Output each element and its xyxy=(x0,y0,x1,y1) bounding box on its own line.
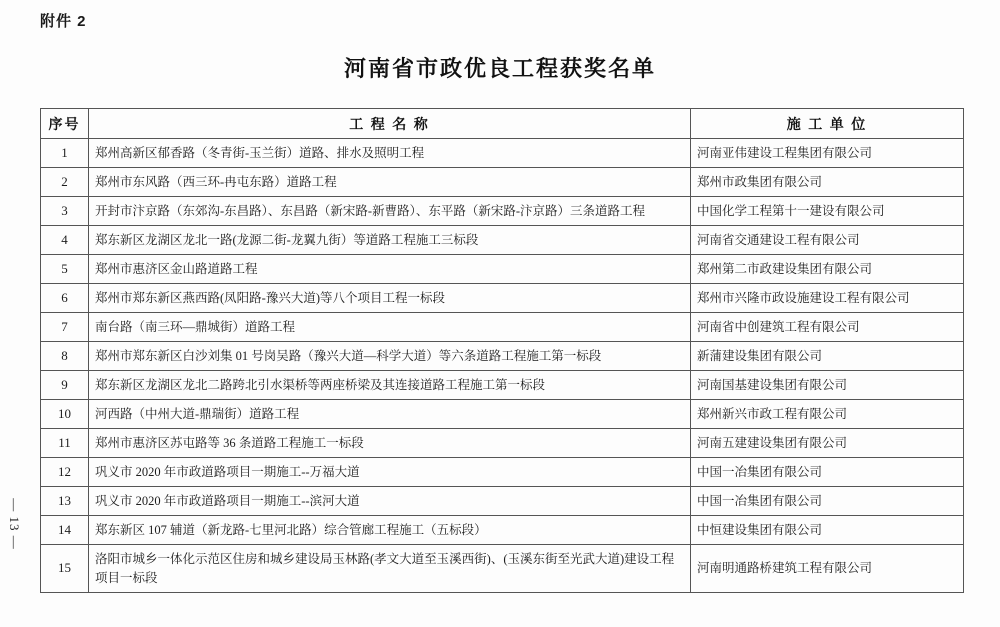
table-body xyxy=(41,139,964,593)
construction-unit-cell: 河南省交通建设工程有限公司 xyxy=(691,226,964,255)
project-name-cell: 河西路（中州大道-鼎瑞街）道路工程 xyxy=(89,400,691,429)
row-number-cell: 7 xyxy=(41,313,89,342)
construction-unit-cell: 中恒建设集团有限公司 xyxy=(691,516,964,545)
header-serial-number: 序号 xyxy=(41,109,89,139)
row-number-cell: 12 xyxy=(41,458,89,487)
table-row xyxy=(41,545,964,593)
row-number-cell: 14 xyxy=(41,516,89,545)
header-construction-unit: 施 工 单 位 xyxy=(691,109,964,139)
construction-unit-cell: 河南省中创建筑工程有限公司 xyxy=(691,313,964,342)
table-row xyxy=(41,400,964,429)
construction-unit-cell: 中国化学工程第十一建设有限公司 xyxy=(691,197,964,226)
construction-unit-cell: 中国一冶集团有限公司 xyxy=(691,487,964,516)
construction-unit-cell: 河南五建建设集团有限公司 xyxy=(691,429,964,458)
construction-unit-cell: 郑州市政集团有限公司 xyxy=(691,168,964,197)
project-name-cell: 郑东新区龙湖区龙北一路(龙源二街-龙翼九街）等道路工程施工三标段 xyxy=(89,226,691,255)
construction-unit-cell: 郑州市兴隆市政设施建设工程有限公司 xyxy=(691,284,964,313)
project-name-cell: 郑东新区龙湖区龙北二路跨北引水渠桥等两座桥梁及其连接道路工程施工第一标段 xyxy=(89,371,691,400)
project-name-cell: 巩义市 2020 年市政道路项目一期施工--滨河大道 xyxy=(89,487,691,516)
row-number-cell: 9 xyxy=(41,371,89,400)
project-name-cell: 郑州市惠济区苏屯路等 36 条道路工程施工一标段 xyxy=(89,429,691,458)
project-name-cell: 郑州市郑东新区燕西路(凤阳路-豫兴大道)等八个项目工程一标段 xyxy=(89,284,691,313)
row-number-cell: 6 xyxy=(41,284,89,313)
table-row xyxy=(41,168,964,197)
table-row xyxy=(41,371,964,400)
table-row xyxy=(41,516,964,545)
project-name-cell: 郑东新区 107 辅道（新龙路-七里河北路）综合管廊工程施工（五标段） xyxy=(89,516,691,545)
attachment-label: 附件 2 xyxy=(40,13,87,30)
project-name-cell: 郑州市郑东新区白沙刘集 01 号岗吴路（豫兴大道—科学大道）等六条道路工程施工第一标段 xyxy=(89,342,691,371)
row-number-cell: 11 xyxy=(41,429,89,458)
table-row xyxy=(41,255,964,284)
award-table xyxy=(40,108,964,593)
table-row xyxy=(41,342,964,371)
construction-unit-cell: 河南国基建设集团有限公司 xyxy=(691,371,964,400)
table-row xyxy=(41,139,964,168)
row-number-cell: 3 xyxy=(41,197,89,226)
construction-unit-cell: 河南明通路桥建筑工程有限公司 xyxy=(691,545,964,593)
project-name-cell: 郑州市惠济区金山路道路工程 xyxy=(89,255,691,284)
table-header xyxy=(41,109,964,139)
table-row xyxy=(41,429,964,458)
page-title: 河南省市政优良工程获奖名单 xyxy=(343,56,656,81)
table-row xyxy=(41,226,964,255)
row-number-cell: 4 xyxy=(41,226,89,255)
table-row xyxy=(41,487,964,516)
project-name-cell: 郑州市东风路（西三环-冉屯东路）道路工程 xyxy=(89,168,691,197)
construction-unit-cell: 郑州新兴市政工程有限公司 xyxy=(691,400,964,429)
row-number-cell: 13 xyxy=(41,487,89,516)
table-row xyxy=(41,313,964,342)
project-name-cell: 郑州高新区郁香路（冬青街-玉兰街）道路、排水及照明工程 xyxy=(89,139,691,168)
construction-unit-cell: 中国一冶集团有限公司 xyxy=(691,458,964,487)
row-number-cell: 2 xyxy=(41,168,89,197)
row-number-cell: 10 xyxy=(41,400,89,429)
project-name-cell: 洛阳市城乡一体化示范区住房和城乡建设局玉林路(孝文大道至玉溪西街)、(玉溪东街至光武大道)建设工程项目一标段 xyxy=(89,545,691,593)
construction-unit-cell: 河南亚伟建设工程集团有限公司 xyxy=(691,139,964,168)
project-name-cell: 开封市汴京路（东郊沟-东昌路）、东昌路（新宋路-新曹路）、东平路（新宋路-汴京路）三条道路工程 xyxy=(89,197,691,226)
page-number: — 13 — xyxy=(7,498,22,550)
project-name-cell: 南台路（南三环—鼎城街）道路工程 xyxy=(89,313,691,342)
header-project-name: 工 程 名 称 xyxy=(89,109,691,139)
row-number-cell: 15 xyxy=(41,545,89,593)
construction-unit-cell: 郑州第二市政建设集团有限公司 xyxy=(691,255,964,284)
project-name-cell: 巩义市 2020 年市政道路项目一期施工--万福大道 xyxy=(89,458,691,487)
table-row xyxy=(41,197,964,226)
row-number-cell: 5 xyxy=(41,255,89,284)
table-row xyxy=(41,458,964,487)
construction-unit-cell: 新蒲建设集团有限公司 xyxy=(691,342,964,371)
row-number-cell: 8 xyxy=(41,342,89,371)
table-row xyxy=(41,284,964,313)
row-number-cell: 1 xyxy=(41,139,89,168)
